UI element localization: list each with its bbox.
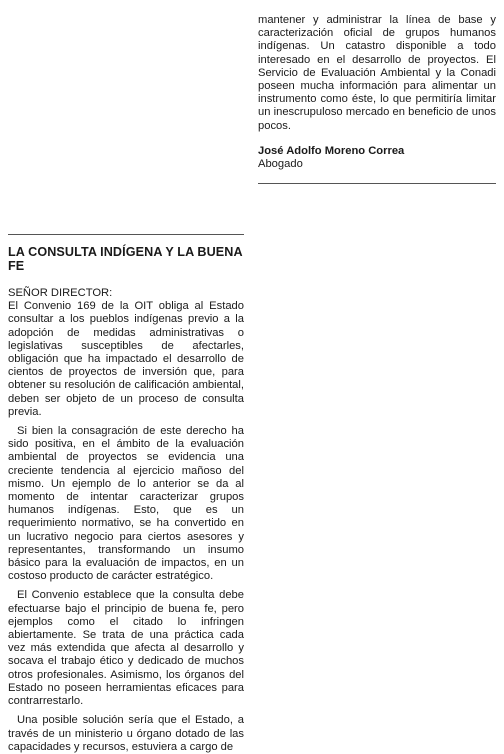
- letter-paragraph-2: Si bien la consagración de este derecho ha sido positiva, en el ámbito de la evaluación ambiental de proyectos se evidencia una creciente tendencia al ejercicio mañoso del mismo. Un ejemplo de lo anterior se da al momento de intentar caracterizar grupos humanos indígenas. Esto, que es un requerimiento normativo, se ha convertido en un lucrativo negocio para ciertos asesores y representantes, transformando un insumo básico para la evaluación de impactos, en un costoso producto de carácter estratégico.: [8, 425, 244, 583]
- letter-paragraph-3: El Convenio establece que la consulta debe efectuarse bajo el principio de buena fe, pero ejemplos como el citado lo infringen abiertamente. Se trata de una práctica cada vez más extendida que afecta al desarrollo y socava el trabajo ético y dedicado de muchos otros profesionales. Asimismo, los órganos del Estado no poseen herramientas eficaces para contrarrestarlo.: [8, 589, 244, 708]
- left-column: [8, 234, 244, 754]
- letter-headline: LA CONSULTA INDÍGENA Y LA BUENA FE: [8, 245, 243, 273]
- section-divider: [8, 234, 244, 235]
- author-name: José Adolfo Moreno Correa: [258, 144, 405, 157]
- letter-paragraph-4: Una posible solución sería que el Estado, a través de un ministerio u órgano dotado de las capacidades y recursos, estuviera a cargo de: [8, 714, 244, 753]
- column-divider: [258, 183, 496, 184]
- right-column: [258, 14, 496, 184]
- salutation: SEÑOR DIRECTOR:: [8, 287, 113, 299]
- letter-paragraph-1: El Convenio 169 de la OIT obliga al Estado consultar a los pueblos indígenas previo a la adopción de medidas administrativas o legislativas susceptibles de afectarles, obligación que ha impactado el desarrollo de cientos de proyectos de inversión que, para obtener su resolución de calificación ambiental, deben ser objeto de un proceso de consulta previa.: [8, 300, 244, 418]
- author-role: Abogado: [258, 157, 303, 170]
- letter-continuation-paragraph: mantener y administrar la línea de base y caracterización oficial de grupos humanos indígenas. Un catastro disponible a todo interesado en el desarrollo de proyectos. El Servicio de Evaluación Ambiental y la Conadi poseen mucha información para alimentar un instrumento como éste, lo que permitiría limitar un inescrupuloso mercado en beneficio de unos pocos.: [258, 14, 496, 132]
